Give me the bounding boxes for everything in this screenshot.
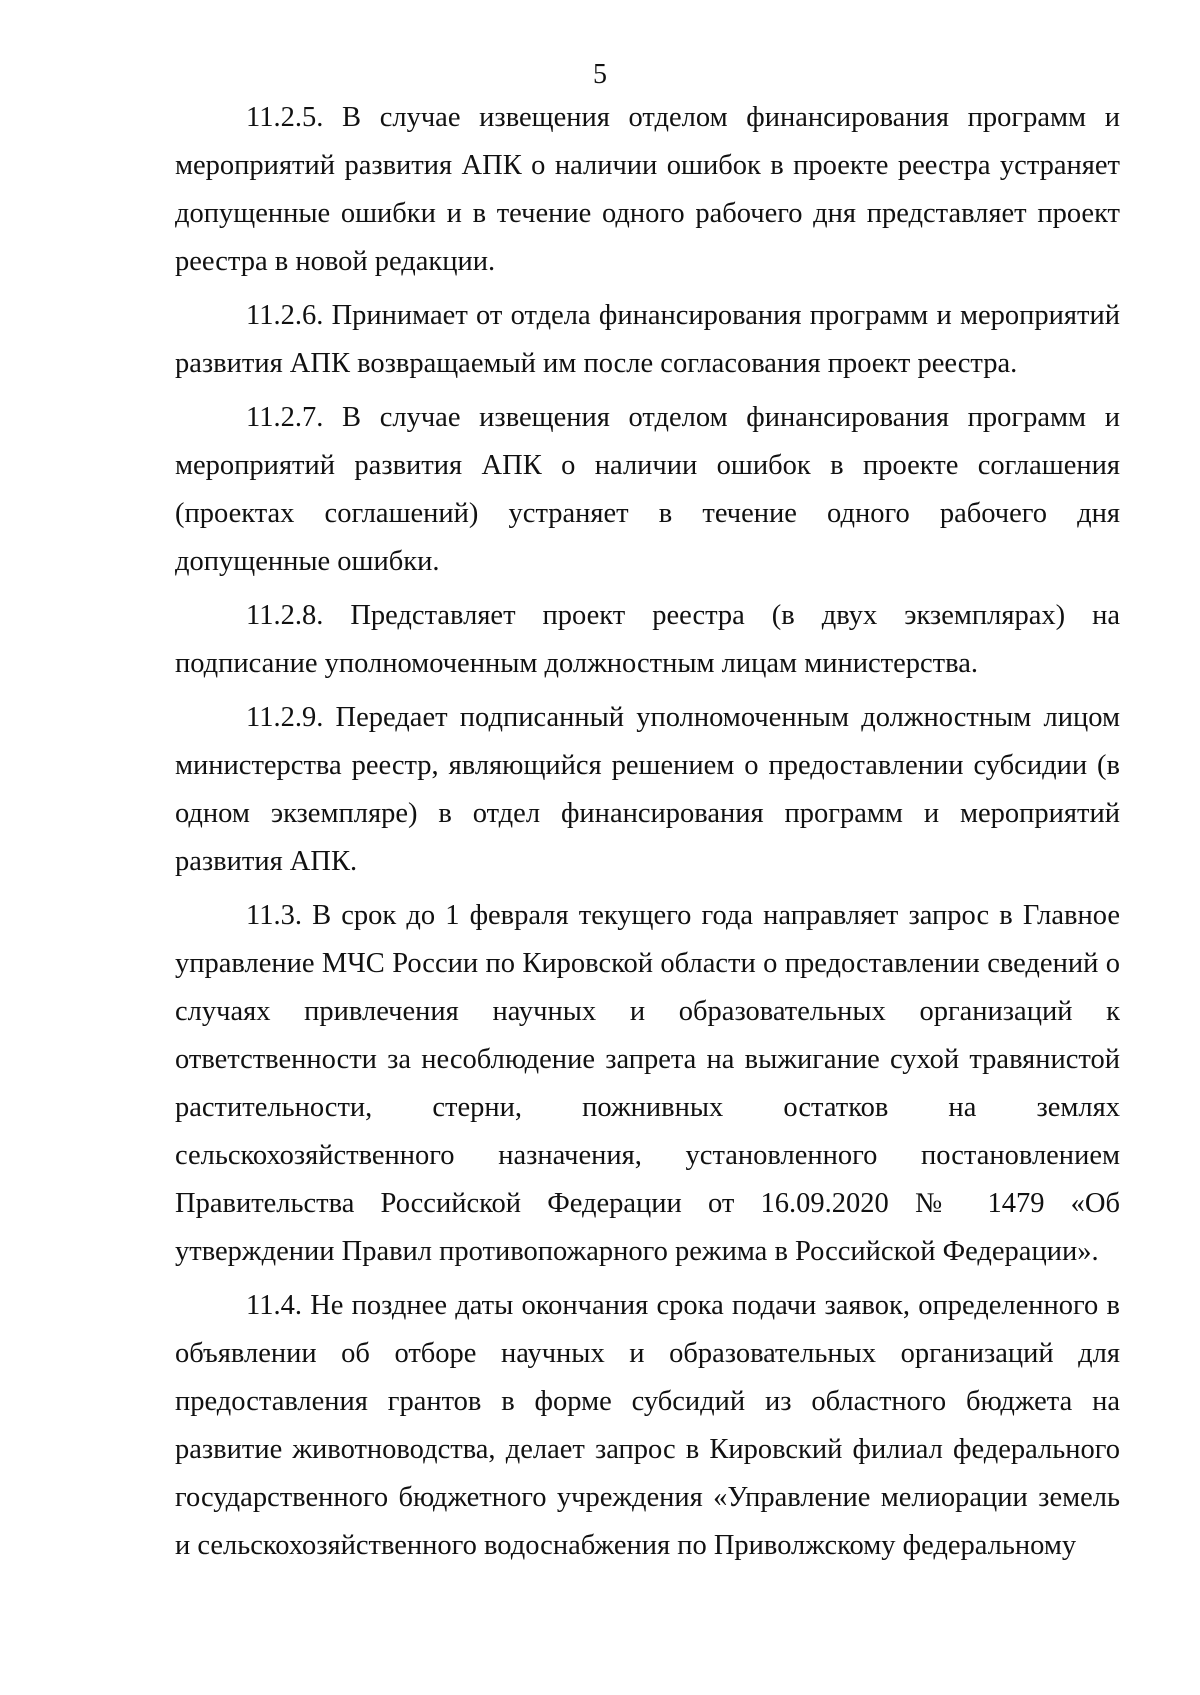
paragraph-11-4: 11.4. Не позднее даты окончания срока подачи заявок, определенного в объявлении об отборе научных и образовательных организаций для предоставления грантов в форме субсидий из областного бюджета на развитие животноводства, делает запрос в Кировский филиал федерального государственного бюджетного учреждения «Управление мелиорации земель и сельскохозяйственного водоснабжения по Приволжскому федеральному: [175, 1290, 1120, 1561]
paragraph-11-2-6: 11.2.6. Принимает от отдела финансирования программ и мероприятий развития АПК возвращаемый им после согласования проект реестра.: [175, 300, 1120, 379]
paragraph-11-2-7: 11.2.7. В случае извещения отделом финансирования программ и мероприятий развития АПК о наличии ошибок в проекте соглашения (проектах соглашений) устраняет в течение одного рабочего дня допущенные ошибки.: [175, 402, 1120, 577]
paragraph-11-2-8: 11.2.8. Представляет проект реестра (в двух экземплярах) на подписание уполномоченным должностным лицам министерства.: [175, 600, 1120, 679]
paragraph-11-3: 11.3. В срок до 1 февраля текущего года направляет запрос в Главное управление МЧС России по Кировской области о предоставлении сведений о случаях привлечения научных и образовательных организаций к ответственности за несоблюдение запрета на выжигание сухой травянистой растительности, стерни, пожнивных остатков на землях сельскохозяйственного назначения, установленного постановлением Правительства Российской Федерации от 16.09.2020 № 1479 «Об утверждении Правил противопожарного режима в Российской Федерации».: [175, 900, 1120, 1267]
page-number: 5: [593, 59, 607, 90]
document-body: [175, 94, 1120, 1576]
paragraph-11-2-9: 11.2.9. Передает подписанный уполномоченным должностным лицом министерства реестр, являющийся решением о предоставлении субсидии (в одном экземпляре) в отдел финансирования программ и мероприятий развития АПК.: [175, 702, 1120, 877]
paragraph-11-2-5: 11.2.5. В случае извещения отделом финансирования программ и мероприятий развития АПК о наличии ошибок в проекте реестра устраняет допущенные ошибки и в течение одного рабочего дня представляет проект реестра в новой редакции.: [175, 102, 1120, 277]
